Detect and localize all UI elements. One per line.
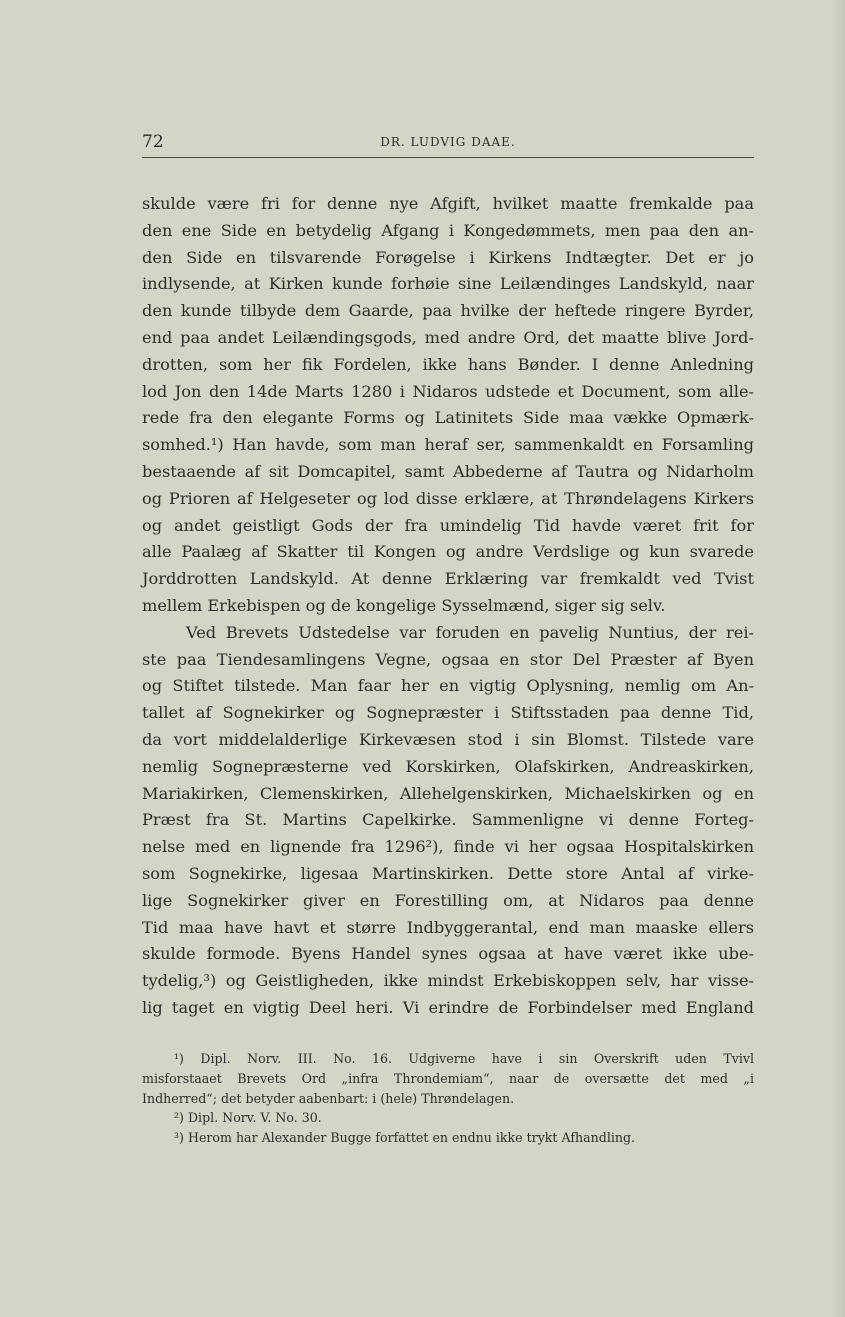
text-line: Jorddrotten Landskyld. At denne Erklæring var fremkaldt ved Tvist — [142, 569, 754, 589]
text-line: tallet af Sognekirker og Sognepræster i Stiftsstaden paa denne Tid, — [142, 703, 754, 723]
text-line: lige Sognekirker giver en Forestilling om, at Nidaros paa denne — [142, 890, 754, 910]
text-line: end paa andet Leilændingsgods, med andre Ord, det maatte blive Jord- — [142, 327, 754, 347]
text-line: Tid maa have havt et større Indbyggerantal, end man maaske ellers — [142, 917, 754, 937]
text-line: og andet geistligt Gods der fra umindelig Tid havde været frit for — [142, 515, 754, 535]
footnote-3: ³) Herom har Alexander Bugge forfattet en endnu ikke trykt Afhandling. — [174, 1130, 636, 1146]
text-line: rede fra den elegante Forms og Latinitets Side maa vække Opmærk- — [142, 408, 754, 428]
text-line: og Prioren af Helgeseter og lod disse erklære, at Thrøndelagens Kirkers — [142, 488, 754, 508]
text-line: lig taget en vigtig Deel heri. Vi erindre de Forbindelser med England — [142, 997, 754, 1017]
text-line: indlysende, at Kirken kunde forhøie sine Leilændinges Landskyld, naar — [142, 274, 754, 294]
text-line: drotten, som her fik Fordelen, ikke hans Bønder. I denne Anledning — [142, 354, 754, 374]
text-line: Ved Brevets Udstedelse var foruden en pavelig Nuntius, der rei- — [186, 622, 754, 642]
text-line: nelse med en lignende fra 1296²), finde vi her ogsaa Hospitalskirken — [142, 837, 754, 857]
text-line: bestaaende af sit Domcapitel, samt Abbederne af Tautra og Nidarholm — [142, 461, 754, 481]
text-line: skulde formode. Byens Handel synes ogsaa at have været ikke ube- — [142, 944, 754, 964]
footnote-1: ¹) Dipl. Norv. III. No. 16. Udgiverne have i sin Overskrift uden Tvivl — [174, 1051, 754, 1066]
text-line: mellem Erkebispen og de kongelige Sysselmænd, siger sig selv. — [142, 595, 666, 615]
header-rule — [142, 157, 754, 158]
text-line: Mariakirken, Clemenskirken, Allehelgenskirken, Michaelskirken og en — [142, 783, 754, 803]
footnotes — [142, 1049, 754, 1148]
footnote-1-cont: Indherred“; det betyder aabenbart: i (hele) Thrøndelagen. — [142, 1090, 515, 1106]
footnote-1-cont: misforstaaet Brevets Ord „infra Throndemiam“, naar de oversætte det med „i — [142, 1070, 754, 1086]
body-text — [142, 191, 754, 1022]
text-line: den kunde tilbyde dem Gaarde, paa hvilke der heftede ringere Byrder, — [142, 301, 754, 321]
text-line: og Stiftet tilstede. Man faar her en vigtig Oplysning, nemlig om An- — [142, 676, 754, 696]
text-line: alle Paalæg af Skatter til Kongen og andre Verdslige og kun svarede — [142, 542, 754, 562]
text-line: nemlig Sognepræsterne ved Korskirken, Olafskirken, Andreaskirken, — [142, 756, 754, 776]
page-header — [142, 132, 754, 152]
text-line: skulde være fri for denne nye Afgift, hvilket maatte fremkalde paa — [142, 194, 754, 213]
text-line: lod Jon den 14de Marts 1280 i Nidaros udstede et Document, som alle- — [142, 381, 754, 401]
page-edge-shadow — [831, 0, 845, 1317]
text-line: som Sognekirke, ligesaa Martinskirken. Dette store Antal af virke- — [142, 863, 754, 883]
text-line: Præst fra St. Martins Capelkirke. Sammenligne vi denne Forteg- — [142, 810, 754, 830]
text-line: ste paa Tiendesamlingens Vegne, ogsaa en stor Del Præster af Byen — [142, 649, 754, 669]
page-number: 72 — [142, 132, 164, 152]
text-line: tydelig,³) og Geistligheden, ikke mindst Erkebiskoppen selv, har visse- — [142, 971, 754, 991]
footnote-2: ²) Dipl. Norv. V. No. 30. — [174, 1110, 322, 1126]
text-line: da vort middelalderlige Kirkevæsen stod i sin Blomst. Tilstede vare — [142, 729, 754, 749]
running-title: DR. LUDVIG DAAE. — [380, 135, 516, 149]
text-line: den Side en tilsvarende Forøgelse i Kirkens Indtægter. Det er jo — [142, 247, 754, 267]
text-line: somhed.¹) Han havde, som man heraf ser, sammenkaldt en Forsamling — [142, 435, 754, 455]
text-line: den ene Side en betydelig Afgang i Kongedømmets, men paa den an- — [142, 220, 754, 240]
